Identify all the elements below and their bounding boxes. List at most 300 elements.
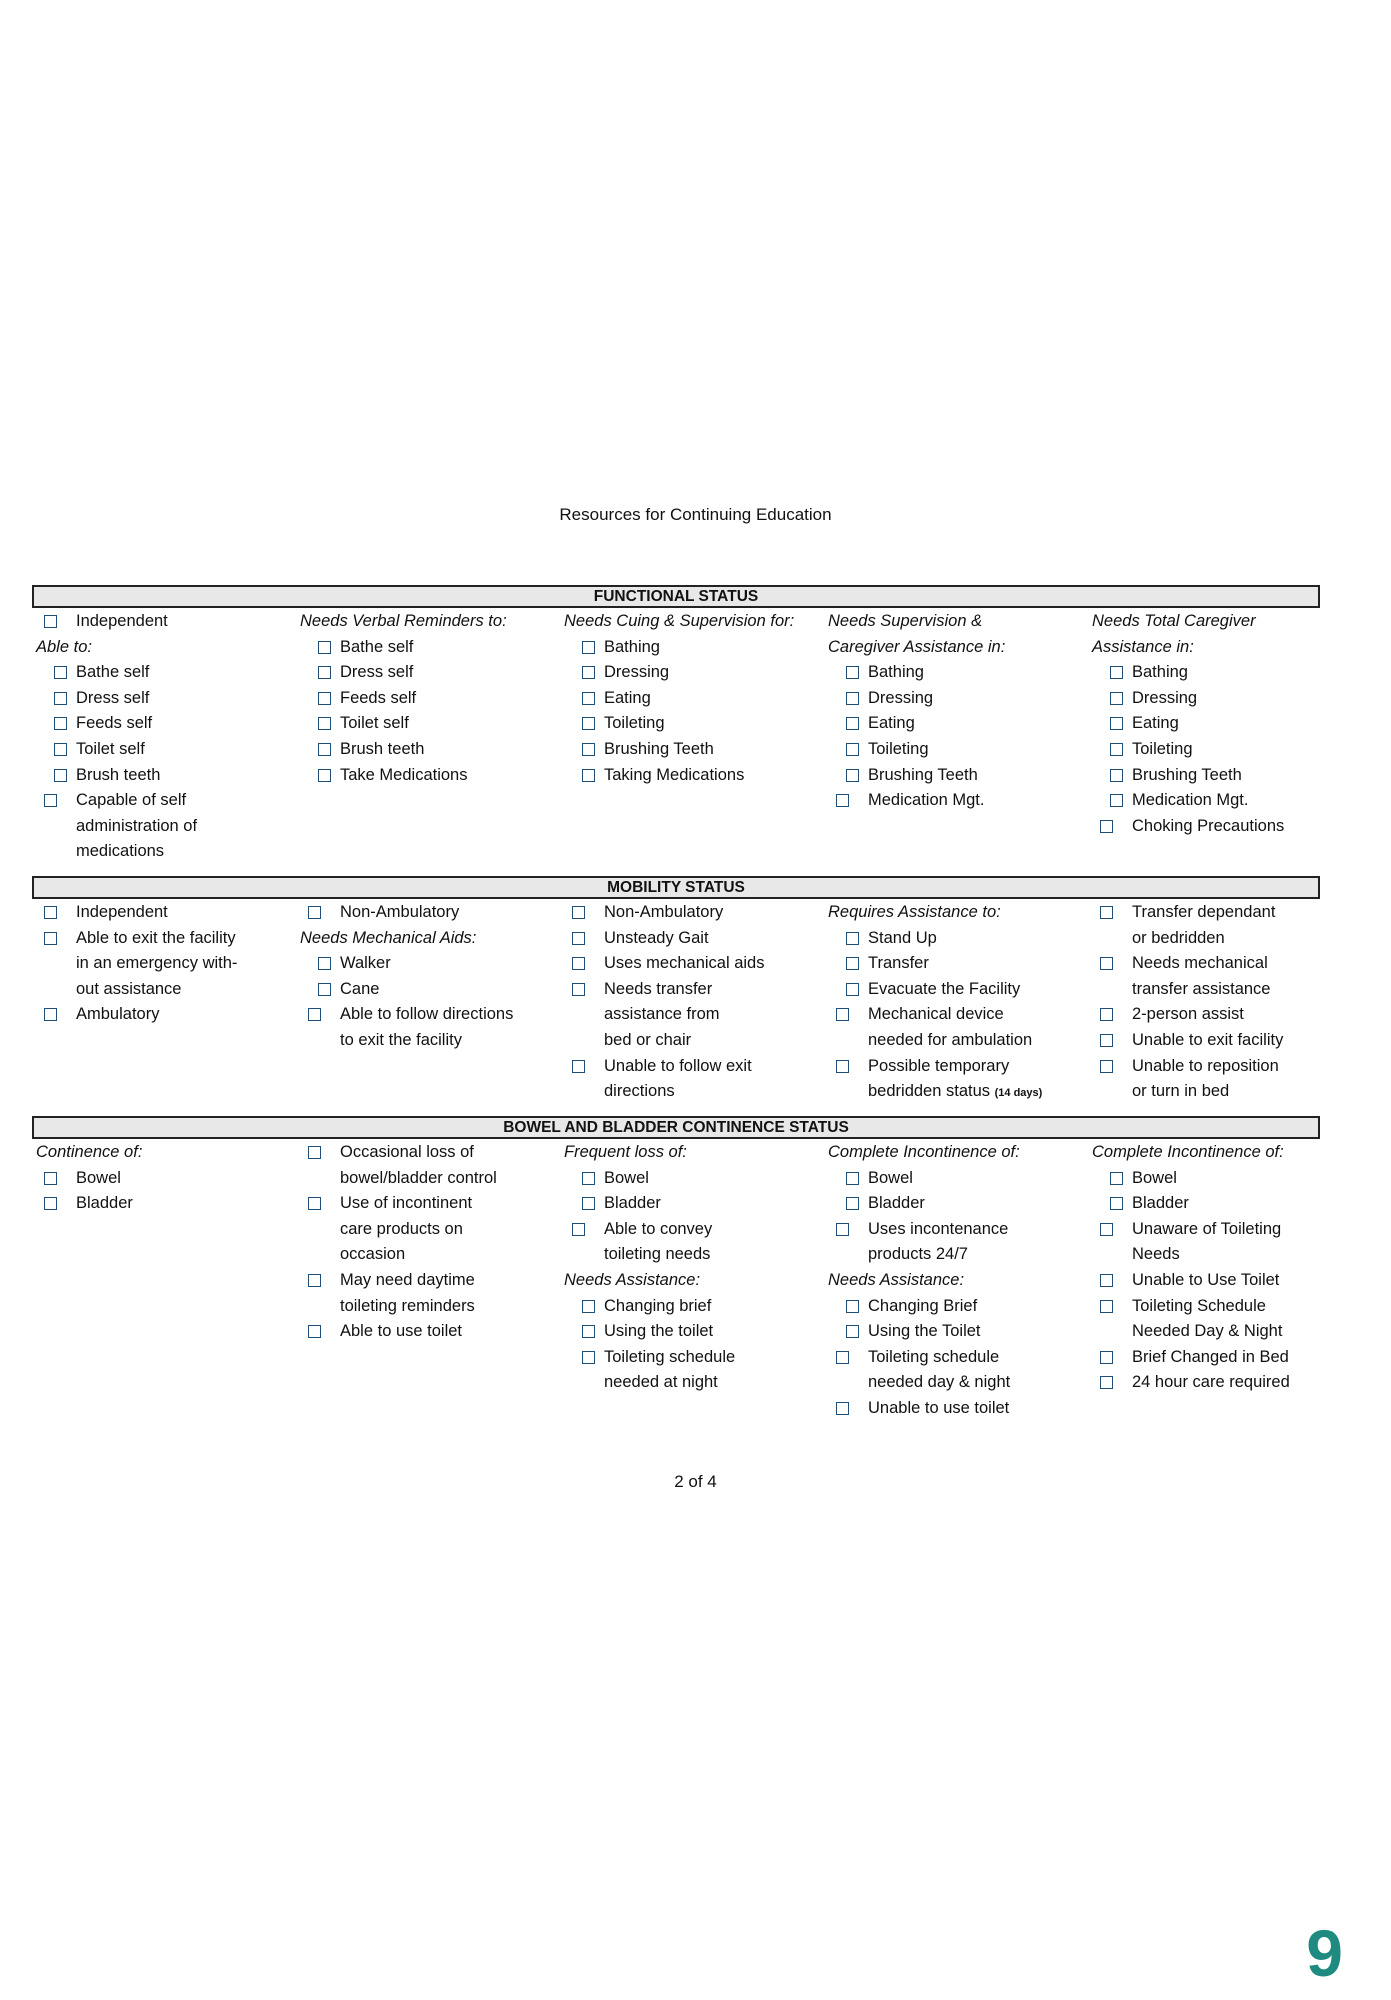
group-heading-text — [564, 1268, 700, 1294]
checkbox[interactable] — [1100, 1376, 1113, 1389]
label-text: bedridden status — [868, 1082, 991, 1101]
label-text: Unsteady Gait — [604, 928, 709, 947]
item-label — [604, 1217, 712, 1243]
checkbox[interactable] — [1100, 906, 1113, 919]
checklist-item — [1088, 1002, 1350, 1028]
label-text: bed or chair — [604, 1030, 692, 1049]
checklist-item — [824, 1002, 1086, 1028]
group-heading-text — [1092, 609, 1256, 635]
checkbox[interactable] — [1110, 794, 1123, 807]
checklist-item — [296, 1191, 558, 1217]
checkbox[interactable] — [836, 1351, 849, 1364]
label-text: Toilet self — [76, 739, 145, 758]
item-label — [76, 1166, 121, 1192]
label-text: Needs Cuing & Supervision for: — [564, 612, 795, 630]
checkbox[interactable] — [1110, 666, 1123, 679]
label-text: Needs transfer — [604, 979, 713, 998]
item-continuation — [1088, 977, 1350, 1003]
checkbox[interactable] — [1100, 1060, 1113, 1073]
label-text: Uses incontenance — [868, 1219, 1009, 1238]
label-text: Toilet self — [340, 714, 409, 733]
checkbox[interactable] — [582, 1172, 595, 1185]
checklist-item — [824, 1217, 1086, 1243]
checklist-item — [296, 977, 558, 1003]
label-text: care products on — [340, 1219, 463, 1238]
label-text: Non-Ambulatory — [340, 903, 460, 921]
checklist-item — [1088, 814, 1350, 840]
label-text: Changing brief — [604, 1296, 712, 1315]
document-title: Resources for Continuing Education — [559, 505, 832, 524]
checkbox[interactable] — [308, 1008, 321, 1021]
checkbox[interactable] — [44, 1172, 57, 1185]
checklist-item — [560, 1294, 822, 1320]
label-text: Use of incontinent — [340, 1194, 473, 1213]
checkbox[interactable] — [54, 666, 67, 679]
group-heading — [560, 609, 822, 635]
checkbox[interactable] — [318, 769, 331, 782]
checkbox[interactable] — [582, 641, 595, 654]
item-label — [1132, 900, 1275, 926]
checkbox[interactable] — [572, 983, 585, 996]
checkbox[interactable] — [54, 717, 67, 730]
item-label — [340, 1268, 475, 1294]
checklist-item — [296, 1002, 558, 1028]
label-text: Dress self — [76, 688, 150, 707]
checkbox[interactable] — [846, 932, 859, 945]
item-label — [340, 737, 424, 763]
checkbox[interactable] — [846, 769, 859, 782]
column-3 — [560, 900, 822, 1105]
item-continuation — [560, 1028, 822, 1054]
checklist-item — [560, 763, 822, 789]
checkbox[interactable] — [572, 932, 585, 945]
label-text: Needs Assistance: — [564, 1270, 701, 1289]
item-continuation — [824, 1370, 1086, 1396]
checklist-item — [1088, 686, 1350, 712]
group-heading-text — [828, 1140, 1020, 1166]
item-label — [1132, 1028, 1283, 1054]
item-label — [1132, 1268, 1279, 1294]
checkbox[interactable] — [836, 1223, 849, 1236]
checkbox[interactable] — [582, 1325, 595, 1338]
label-text: out assistance — [76, 979, 182, 998]
group-heading — [296, 609, 558, 635]
item-label — [1132, 1345, 1289, 1371]
checkbox[interactable] — [44, 1197, 57, 1210]
item-label — [1132, 951, 1268, 977]
label-text: Able to follow directions — [340, 1005, 514, 1024]
checkbox[interactable] — [836, 794, 849, 807]
column-5 — [1088, 900, 1350, 1105]
item-label — [340, 1242, 405, 1268]
label-text: Able to convey — [604, 1219, 713, 1238]
label-text: Needed Day & Night — [1132, 1322, 1283, 1341]
checklist-item — [824, 1396, 1086, 1422]
label-text: needed day & night — [868, 1373, 1011, 1392]
checklist-item — [32, 788, 294, 814]
label-text: Feeds self — [76, 714, 153, 733]
label-text: Walker — [340, 954, 391, 973]
item-label — [76, 686, 149, 712]
checkbox[interactable] — [1110, 1172, 1123, 1185]
checklist-item — [32, 660, 294, 686]
checkbox[interactable] — [572, 906, 585, 919]
column-2 — [296, 900, 558, 1054]
checkbox[interactable] — [582, 717, 595, 730]
item-continuation — [1088, 1319, 1350, 1345]
label-text: Toileting — [604, 714, 665, 733]
item-label — [1132, 1294, 1266, 1320]
checkbox[interactable] — [1110, 692, 1123, 705]
checklist-item — [824, 1054, 1086, 1080]
item-label — [1132, 977, 1270, 1003]
item-label — [1132, 814, 1284, 840]
item-label — [604, 1370, 718, 1396]
label-text: Changing Brief — [868, 1296, 978, 1315]
item-continuation — [560, 1370, 822, 1396]
item-continuation — [824, 1079, 1086, 1105]
item-label — [868, 1396, 1009, 1422]
checkbox[interactable] — [582, 666, 595, 679]
item-label — [604, 951, 765, 977]
label-text: Continence of: — [36, 1143, 143, 1161]
column-5 — [1088, 609, 1350, 839]
item-label — [1132, 1370, 1290, 1396]
group-heading-text — [564, 609, 794, 635]
group-heading — [32, 1140, 294, 1166]
item-label — [868, 1166, 913, 1192]
column-3 — [560, 609, 822, 788]
item-label — [868, 1028, 1032, 1054]
column-4 — [824, 900, 1086, 1105]
item-label — [868, 763, 978, 789]
column-4 — [824, 1140, 1086, 1422]
item-label — [604, 1294, 711, 1320]
item-label — [868, 711, 915, 737]
item-continuation — [32, 814, 294, 840]
label-text: assistance from — [604, 1005, 720, 1024]
label-text: Able to: — [36, 637, 92, 656]
item-label — [340, 686, 416, 712]
label-text: occasion — [340, 1245, 406, 1264]
label-text: Bathe self — [340, 637, 414, 656]
label-text: needed at night — [604, 1373, 718, 1392]
item-label — [340, 1217, 463, 1243]
checklist-item — [1088, 763, 1350, 789]
checkbox[interactable] — [846, 743, 859, 756]
checkbox[interactable] — [318, 717, 331, 730]
item-label — [76, 660, 149, 686]
checkbox[interactable] — [846, 717, 859, 730]
item-label — [604, 1166, 649, 1192]
checkbox[interactable] — [308, 1197, 321, 1210]
checklist-item — [824, 660, 1086, 686]
item-label — [76, 900, 168, 926]
label-text: Needs Supervision & — [828, 612, 983, 630]
checkbox[interactable] — [582, 1197, 595, 1210]
checkbox[interactable] — [1110, 769, 1123, 782]
checklist-item — [1088, 1370, 1350, 1396]
label-text: 24 hour care required — [1132, 1373, 1290, 1392]
checkbox[interactable] — [44, 794, 57, 807]
item-continuation — [1088, 1079, 1350, 1105]
label-text: Caregiver Assistance in: — [828, 637, 1006, 656]
label-text: Needs Verbal Reminders to: — [300, 612, 507, 630]
checkbox[interactable] — [1100, 957, 1113, 970]
column-2 — [296, 1140, 558, 1345]
checklist-item — [560, 635, 822, 661]
item-label — [604, 1345, 735, 1371]
item-label — [340, 977, 379, 1003]
checkbox[interactable] — [318, 692, 331, 705]
checkbox[interactable] — [1100, 820, 1113, 833]
checkbox[interactable] — [572, 1060, 585, 1073]
checkbox[interactable] — [582, 1351, 595, 1364]
item-continuation — [296, 1166, 558, 1192]
item-label — [76, 839, 164, 865]
checkbox[interactable] — [318, 957, 331, 970]
checklist-item — [560, 1217, 822, 1243]
label-text: bowel/bladder control — [340, 1168, 497, 1187]
checklist-item — [824, 977, 1086, 1003]
checkbox[interactable] — [44, 932, 57, 945]
label-text: Ambulatory — [76, 1005, 160, 1024]
checkbox[interactable] — [44, 906, 57, 919]
item-continuation — [296, 1242, 558, 1268]
label-text: Bathe self — [76, 663, 150, 682]
checklist-item — [560, 1345, 822, 1371]
item-label — [1132, 1079, 1229, 1105]
checkbox[interactable] — [44, 615, 57, 628]
checkbox[interactable] — [318, 983, 331, 996]
checklist-item — [824, 788, 1086, 814]
checkbox[interactable] — [846, 1172, 859, 1185]
label-text: Bathing — [868, 663, 924, 682]
item-label — [604, 737, 714, 763]
checkbox[interactable] — [54, 692, 67, 705]
checkbox[interactable] — [308, 1274, 321, 1287]
column-1 — [32, 1140, 294, 1217]
item-label — [340, 1140, 474, 1166]
label-text: Cane — [340, 979, 380, 998]
checklist-item — [560, 900, 822, 926]
checkbox[interactable] — [54, 769, 67, 782]
checkbox[interactable] — [318, 743, 331, 756]
group-heading-text — [564, 1140, 687, 1166]
label-text: Eating — [604, 688, 651, 707]
label-text: Toileting schedule — [868, 1347, 1000, 1366]
label-text: Medication Mgt. — [868, 791, 985, 810]
checklist-item — [32, 1191, 294, 1217]
item-label — [604, 1028, 691, 1054]
checkbox[interactable] — [572, 957, 585, 970]
item-label — [340, 711, 409, 737]
checklist-item — [1088, 737, 1350, 763]
checklist-item — [560, 686, 822, 712]
label-text: Eating — [1132, 714, 1179, 733]
group-heading — [824, 609, 1086, 635]
label-text: administration of — [76, 816, 198, 835]
label-text: Feeds self — [340, 688, 417, 707]
label-text: Medication Mgt. — [1132, 791, 1249, 810]
item-label — [868, 660, 924, 686]
checkbox[interactable] — [1100, 1034, 1113, 1047]
checkbox[interactable] — [836, 1060, 849, 1073]
group-heading — [824, 1140, 1086, 1166]
item-continuation — [824, 1028, 1086, 1054]
label-text: Brief Changed in Bed — [1132, 1347, 1289, 1366]
item-continuation — [560, 1242, 822, 1268]
item-continuation — [296, 1217, 558, 1243]
checkbox[interactable] — [846, 1197, 859, 1210]
column-1 — [32, 900, 294, 1028]
label-text: Complete Incontinence of: — [828, 1143, 1020, 1161]
item-continuation — [560, 1079, 822, 1105]
checkbox[interactable] — [836, 1402, 849, 1415]
checklist-item — [1088, 1217, 1350, 1243]
checkbox[interactable] — [308, 906, 321, 919]
label-text: medications — [76, 842, 165, 861]
checklist-item — [1088, 951, 1350, 977]
checkbox[interactable] — [308, 1325, 321, 1338]
checkbox[interactable] — [44, 1008, 57, 1021]
label-text: Eating — [868, 714, 915, 733]
group-heading-text — [828, 635, 1005, 661]
label-text: Dress self — [340, 663, 414, 682]
item-label — [1132, 1002, 1244, 1028]
checkbox[interactable] — [582, 1300, 595, 1313]
item-label — [1132, 926, 1225, 952]
checkbox[interactable] — [1110, 1197, 1123, 1210]
checklist-item — [32, 763, 294, 789]
group-heading-text — [828, 1268, 964, 1294]
item-label — [1132, 1217, 1281, 1243]
item-label — [604, 660, 669, 686]
item-label — [340, 1294, 475, 1320]
item-label — [340, 951, 391, 977]
checklist-item — [1088, 1294, 1350, 1320]
label-text: Toileting Schedule — [1132, 1296, 1266, 1315]
checklist-item — [296, 1319, 558, 1345]
checkbox[interactable] — [572, 1223, 585, 1236]
item-label — [604, 1319, 713, 1345]
checkbox[interactable] — [1110, 743, 1123, 756]
checkbox[interactable] — [846, 957, 859, 970]
group-heading — [1088, 635, 1350, 661]
checkbox[interactable] — [1100, 1008, 1113, 1021]
item-label — [340, 1319, 462, 1345]
checklist-item — [1088, 1166, 1350, 1192]
checkbox[interactable] — [846, 1325, 859, 1338]
checkbox[interactable] — [308, 1146, 321, 1159]
checkbox[interactable] — [582, 769, 595, 782]
item-label — [76, 977, 181, 1003]
label-text: Complete Incontinence of: — [1092, 1143, 1284, 1161]
item-label — [1132, 686, 1197, 712]
item-label — [868, 1242, 968, 1268]
checkbox[interactable] — [1100, 1300, 1113, 1313]
checkbox[interactable] — [846, 1300, 859, 1313]
label-text: transfer assistance — [1132, 979, 1271, 998]
label-text: Bladder — [868, 1194, 925, 1213]
label-text: Transfer — [868, 954, 929, 973]
label-text: Dressing — [1132, 688, 1198, 707]
item-label — [868, 1191, 925, 1217]
checklist-item — [560, 1191, 822, 1217]
checkbox[interactable] — [846, 692, 859, 705]
item-label — [340, 635, 413, 661]
item-label — [1132, 1191, 1189, 1217]
column-1 — [32, 609, 294, 865]
checklist-item — [560, 1166, 822, 1192]
label-text: Dressing — [604, 663, 670, 682]
label-text: Take Medications — [340, 765, 468, 784]
item-label — [76, 737, 145, 763]
checkbox[interactable] — [846, 983, 859, 996]
item-continuation — [560, 1002, 822, 1028]
label-text: Bladder — [604, 1194, 661, 1213]
checklist-item — [296, 763, 558, 789]
item-continuation — [296, 1294, 558, 1320]
label-text: Dressing — [868, 688, 934, 707]
group-heading-text — [1092, 1140, 1284, 1166]
label-text: Mechanical device — [868, 1005, 1004, 1024]
column-2 — [296, 609, 558, 788]
checkbox[interactable] — [836, 1008, 849, 1021]
page-badge: 9 — [1306, 1916, 1343, 1990]
checkbox[interactable] — [1100, 1223, 1113, 1236]
item-label — [868, 1345, 999, 1371]
label-text: Unable to use toilet — [868, 1398, 1010, 1417]
item-label — [868, 788, 984, 814]
label-text: directions — [604, 1082, 675, 1101]
checklist-item — [296, 900, 558, 926]
checklist-item — [560, 737, 822, 763]
label-text: Toileting — [868, 739, 929, 758]
group-heading — [1088, 1140, 1350, 1166]
checklist-item — [296, 660, 558, 686]
label-text: Transfer dependant — [1132, 903, 1276, 921]
checkbox[interactable] — [1110, 717, 1123, 730]
item-label — [1132, 788, 1248, 814]
label-text: Unaware of Toileting — [1132, 1219, 1282, 1238]
checklist-item — [824, 1166, 1086, 1192]
checkbox[interactable] — [582, 692, 595, 705]
item-label — [76, 1191, 133, 1217]
label-text: Needs mechanical — [1132, 954, 1268, 973]
item-label — [1132, 1242, 1180, 1268]
checkbox[interactable] — [582, 743, 595, 756]
checkbox[interactable] — [318, 641, 331, 654]
checkbox[interactable] — [1100, 1274, 1113, 1287]
checklist-item — [1088, 900, 1350, 926]
label-text: Needs — [1132, 1245, 1180, 1264]
checkbox[interactable] — [318, 666, 331, 679]
label-text: Bladder — [76, 1194, 133, 1213]
item-label — [76, 1002, 159, 1028]
checkbox[interactable] — [846, 666, 859, 679]
label-text: toileting needs — [604, 1245, 711, 1264]
item-label — [868, 951, 929, 977]
checklist-item — [296, 635, 558, 661]
checkbox[interactable] — [1100, 1351, 1113, 1364]
checkbox[interactable] — [54, 743, 67, 756]
column-4 — [824, 609, 1086, 814]
item-label — [76, 926, 236, 952]
checklist-item — [824, 1294, 1086, 1320]
item-label — [868, 737, 929, 763]
item-label — [868, 1217, 1008, 1243]
